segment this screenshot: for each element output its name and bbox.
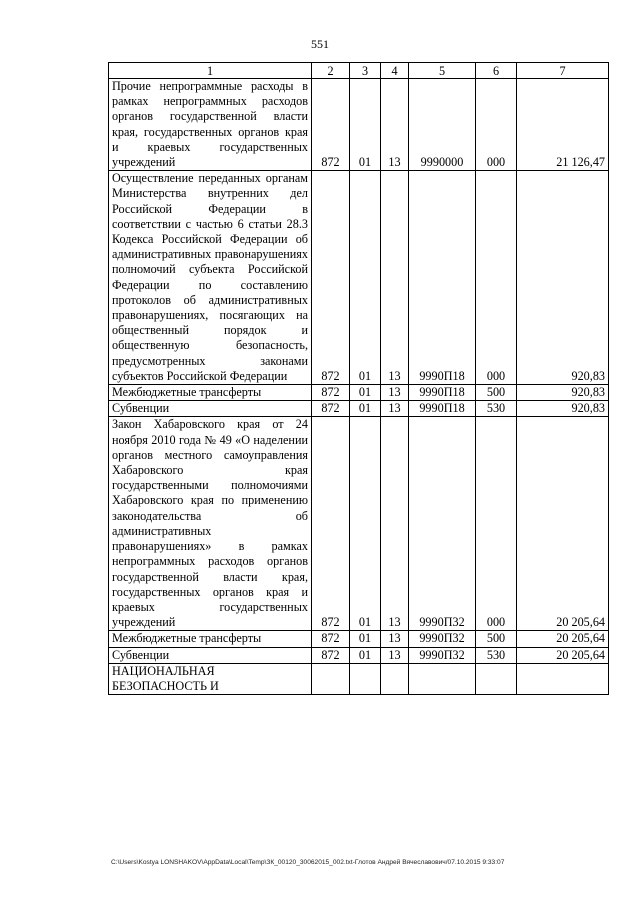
row-section: 01 bbox=[350, 385, 381, 401]
row-grbs: 872 bbox=[312, 79, 350, 171]
row-expense-type bbox=[476, 663, 517, 694]
row-expense-type: 000 bbox=[476, 79, 517, 171]
row-grbs bbox=[312, 663, 350, 694]
header-col-6: 6 bbox=[476, 63, 517, 79]
row-grbs: 872 bbox=[312, 417, 350, 631]
row-name: Прочие непрограммные расходы в рамках непрограммных расходов органов государственной власти края, государственных органов края и краевых государственных учреждений bbox=[109, 79, 312, 171]
row-grbs: 872 bbox=[312, 401, 350, 417]
row-subsection: 13 bbox=[381, 401, 409, 417]
table-row bbox=[109, 171, 609, 385]
row-target-article: 9990000 bbox=[409, 79, 476, 171]
table-row bbox=[109, 647, 609, 663]
row-sum: 920,83 bbox=[517, 385, 609, 401]
table-row bbox=[109, 401, 609, 417]
header-col-2: 2 bbox=[312, 63, 350, 79]
row-section: 01 bbox=[350, 631, 381, 647]
table-row bbox=[109, 417, 609, 631]
row-grbs: 872 bbox=[312, 631, 350, 647]
header-col-1: 1 bbox=[109, 63, 312, 79]
row-target-article: 9990П32 bbox=[409, 647, 476, 663]
row-subsection: 13 bbox=[381, 647, 409, 663]
row-section: 01 bbox=[350, 79, 381, 171]
row-name: Субвенции bbox=[109, 647, 312, 663]
page-number: 551 bbox=[311, 37, 329, 51]
row-grbs: 872 bbox=[312, 171, 350, 385]
header-col-3: 3 bbox=[350, 63, 381, 79]
row-section: 01 bbox=[350, 417, 381, 631]
row-subsection: 13 bbox=[381, 631, 409, 647]
row-expense-type: 500 bbox=[476, 631, 517, 647]
row-grbs: 872 bbox=[312, 647, 350, 663]
table-header-row bbox=[109, 63, 609, 79]
row-sum: 920,83 bbox=[517, 171, 609, 385]
table-row bbox=[109, 385, 609, 401]
row-target-article: 9990П18 bbox=[409, 401, 476, 417]
table-row bbox=[109, 663, 609, 694]
row-expense-type: 530 bbox=[476, 401, 517, 417]
row-expense-type: 500 bbox=[476, 385, 517, 401]
row-section bbox=[350, 663, 381, 694]
header-col-4: 4 bbox=[381, 63, 409, 79]
row-name: Осуществление переданных органам Министерства внутренних дел Российской Федерации в соответствии с частью 6 статьи 28.3 Кодекса Российской Федерации об административных правонарушениях полномочий субъекта Российской Федерации по составлению протоколов об административных правонарушениях, посягающих на общественный порядок и общественную безопасность, предусмотренных законами субъектов Российской Федерации bbox=[109, 171, 312, 385]
row-sum: 920,83 bbox=[517, 401, 609, 417]
row-subsection: 13 bbox=[381, 417, 409, 631]
row-target-article bbox=[409, 663, 476, 694]
row-section: 01 bbox=[350, 401, 381, 417]
row-target-article: 9990П18 bbox=[409, 171, 476, 385]
table-row bbox=[109, 631, 609, 647]
row-section: 01 bbox=[350, 171, 381, 385]
header-col-7: 7 bbox=[517, 63, 609, 79]
row-subsection: 13 bbox=[381, 385, 409, 401]
row-target-article: 9990П18 bbox=[409, 385, 476, 401]
row-name: Субвенции bbox=[109, 401, 312, 417]
row-subsection bbox=[381, 663, 409, 694]
row-sum: 20 205,64 bbox=[517, 631, 609, 647]
row-expense-type: 000 bbox=[476, 171, 517, 385]
row-section: 01 bbox=[350, 647, 381, 663]
row-sum: 20 205,64 bbox=[517, 417, 609, 631]
row-subsection: 13 bbox=[381, 171, 409, 385]
row-expense-type: 000 bbox=[476, 417, 517, 631]
row-sum bbox=[517, 663, 609, 694]
row-sum: 21 126,47 bbox=[517, 79, 609, 171]
row-expense-type: 530 bbox=[476, 647, 517, 663]
row-name: Закон Хабаровского края от 24 ноября 2010 года № 49 «О наделении органов местного самоуправления Хабаровского края государственными полномочиями Хабаровского края по применению законодательства об административных правонарушениях» в рамках непрограммных расходов органов государственной власти края, государственных органов края и краевых государственных учреждений bbox=[109, 417, 312, 631]
header-col-5: 5 bbox=[409, 63, 476, 79]
row-name: Межбюджетные трансферты bbox=[109, 631, 312, 647]
budget-table bbox=[108, 62, 609, 695]
row-name: Межбюджетные трансферты bbox=[109, 385, 312, 401]
file-path-footer: C:\Users\Kostya LONSHAKOV\AppData\Local\Temp\ЗК_00120_30062015_002.txt-Глотов Андрей Вячеславович/07.10.2015 9:33:07 bbox=[111, 859, 505, 866]
row-sum: 20 205,64 bbox=[517, 647, 609, 663]
table-row bbox=[109, 79, 609, 171]
row-grbs: 872 bbox=[312, 385, 350, 401]
row-target-article: 9990П32 bbox=[409, 417, 476, 631]
row-subsection: 13 bbox=[381, 79, 409, 171]
row-name: НАЦИОНАЛЬНАЯ БЕЗОПАСНОСТЬ И bbox=[109, 663, 312, 694]
row-target-article: 9990П32 bbox=[409, 631, 476, 647]
